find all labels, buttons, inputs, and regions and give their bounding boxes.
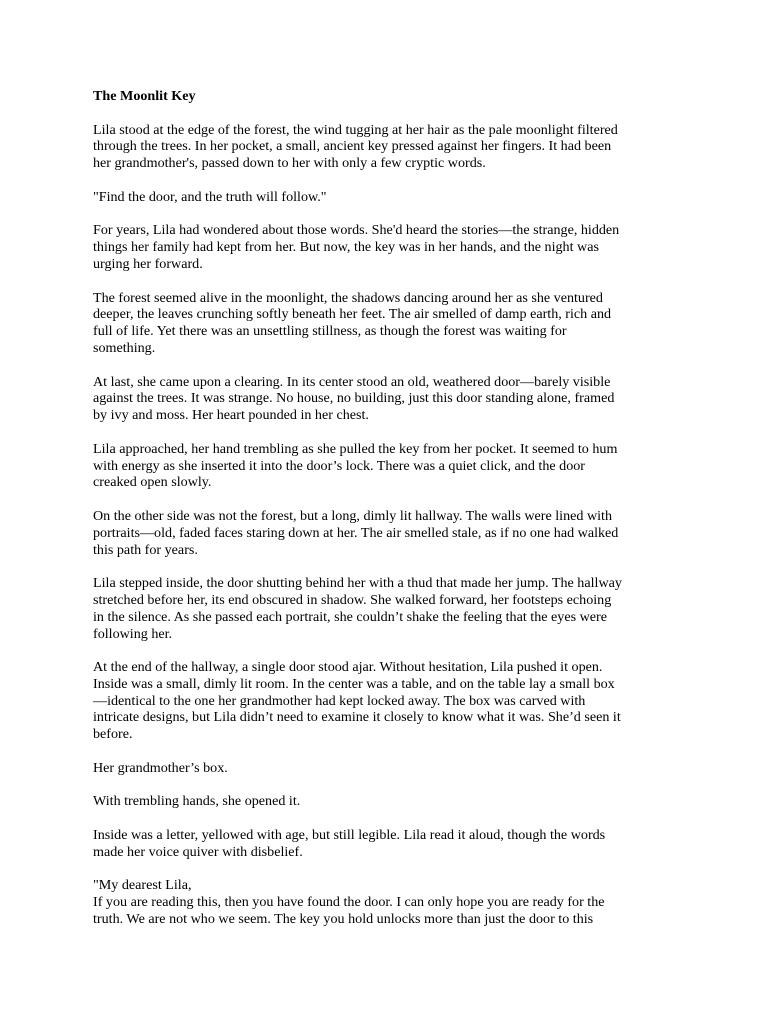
text-line: her grandmother's, passed down to her with only a few cryptic words. — [93, 155, 486, 172]
text-line: —identical to the one her grandmother had kept locked away. The box was carved with — [93, 692, 586, 709]
text-line: this path for years. — [93, 541, 198, 558]
text-line: in the silence. As she passed each portrait, she couldn’t shake the feeling that the eyes were — [93, 608, 607, 625]
text-line: urging her forward. — [93, 255, 203, 272]
paragraph — [93, 575, 683, 642]
text-line: On the other side was not the forest, but a long, dimly lit hallway. The walls were lined with — [93, 507, 613, 524]
paragraph — [93, 374, 683, 424]
text-line: something. — [93, 339, 156, 356]
text-line: The forest seemed alive in the moonlight, the shadows dancing around her as she ventured — [93, 289, 603, 306]
paragraph — [93, 290, 683, 357]
document-body — [93, 122, 683, 928]
text-line: At the end of the hallway, a single door stood ajar. Without hesitation, Lila pushed it open. — [93, 659, 603, 676]
text-line: truth. We are not who we seem. The key you hold unlocks more than just the door to this — [93, 911, 594, 928]
text-line: Lila stood at the edge of the forest, the wind tugging at her hair as the pale moonlight filtered — [93, 121, 618, 138]
text-line: Lila approached, her hand trembling as she pulled the key from her pocket. It seemed to hum — [93, 440, 618, 457]
text-line: made her voice quiver with disbelief. — [93, 843, 303, 860]
text-line: full of life. Yet there was an unsettling stillness, as though the forest was waiting for — [93, 323, 567, 340]
text-line: creaked open slowly. — [93, 474, 212, 491]
text-line: with energy as she inserted it into the door’s lock. There was a quiet click, and the door — [93, 457, 585, 474]
text-line: following her. — [93, 625, 173, 642]
text-line: against the trees. It was strange. No house, no building, just this door standing alone, framed — [93, 390, 615, 407]
paragraph — [93, 793, 683, 810]
text-line: intricate designs, but Lila didn’t need to examine it closely to know what it was. She’d seen it — [93, 709, 621, 726]
text-line: through the trees. In her pocket, a small, ancient key pressed against her fingers. It had been — [93, 138, 612, 155]
text-line: deeper, the leaves crunching softly beneath her feet. The air smelled of damp earth, rich and — [93, 306, 612, 323]
text-line: With trembling hands, she opened it. — [93, 793, 301, 810]
text-line: If you are reading this, then you have found the door. I can only hope you are ready for the — [93, 894, 605, 911]
paragraph — [93, 827, 683, 861]
paragraph — [93, 760, 683, 777]
text-line: portraits—old, faded faces staring down at her. The air smelled stale, as if no one had walked — [93, 524, 619, 541]
text-line: "My dearest Lila, — [93, 877, 192, 894]
text-line: At last, she came upon a clearing. In its center stood an old, weathered door—barely visible — [93, 373, 611, 390]
paragraph — [93, 508, 683, 558]
text-line: stretched before her, its end obscured in shadow. She walked forward, her footsteps echoing — [93, 591, 612, 608]
paragraph — [93, 441, 683, 491]
paragraph — [93, 877, 683, 927]
text-line: Inside was a small, dimly lit room. In the center was a table, and on the table lay a small box — [93, 675, 615, 692]
document-title: The Moonlit Key — [93, 88, 196, 104]
document-page — [93, 88, 683, 945]
text-line: Her grandmother’s box. — [93, 759, 228, 776]
text-line: things her family had kept from her. But now, the key was in her hands, and the night was — [93, 239, 599, 256]
paragraph — [93, 122, 683, 172]
text-line: For years, Lila had wondered about those words. She'd heard the stories—the strange, hidden — [93, 222, 620, 239]
text-line: Inside was a letter, yellowed with age, but still legible. Lila read it aloud, though the words — [93, 827, 606, 844]
text-line: by ivy and moss. Her heart pounded in her chest. — [93, 407, 369, 424]
text-line: Lila stepped inside, the door shutting behind her with a thud that made her jump. The hallway — [93, 575, 622, 592]
paragraph — [93, 189, 683, 206]
text-line: before. — [93, 726, 133, 743]
paragraph — [93, 222, 683, 272]
paragraph — [93, 659, 683, 743]
text-line: "Find the door, and the truth will follow." — [93, 188, 327, 205]
